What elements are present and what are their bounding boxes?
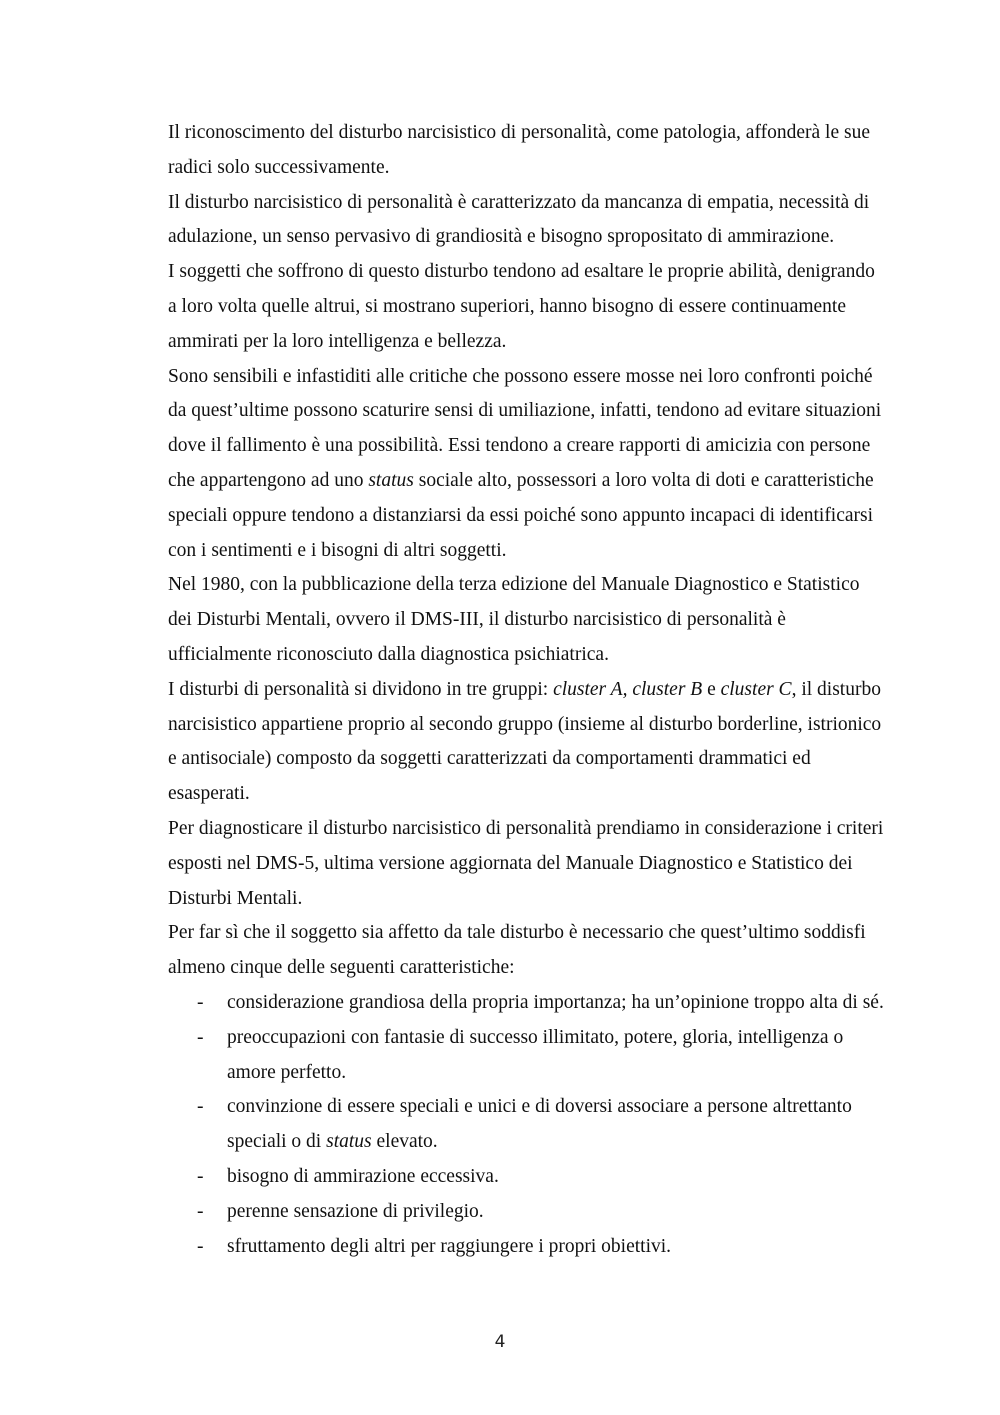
list-item-text xyxy=(227,992,884,1013)
text-run: preoccupazioni con fantasie di successo illimitato, potere, gloria, intelligenza o amore perfetto. xyxy=(227,1026,844,1083)
text-run: elevato. xyxy=(371,1131,438,1153)
list-item-text xyxy=(227,1096,852,1152)
paragraph xyxy=(168,916,888,986)
italic-text-run: status xyxy=(326,1131,372,1153)
bullet-marker: - xyxy=(197,1235,204,1257)
list-item xyxy=(168,986,888,1021)
bullet-marker: - xyxy=(197,1096,204,1118)
paragraph xyxy=(168,186,888,256)
text-run: sociale alto, possessori a loro volta di doti e caratteristiche speciali oppure tendono a distanziarsi da essi poiché sono appunto incapaci di identificarsi con i sentimenti e i bisogni di altri soggetti. xyxy=(168,469,874,561)
list-item-text xyxy=(227,1236,671,1257)
bullet-marker: - xyxy=(197,991,204,1013)
list-item xyxy=(168,1195,888,1230)
text-run: sfruttamento degli altri per raggiungere i propri obiettivi. xyxy=(227,1235,672,1257)
text-run: Nel 1980, con la pubblicazione della terza edizione del Manuale Diagnostico e Statistico dei Disturbi Mentali, ovvero il DMS-III, il disturbo narcisistico di personalità è ufficialmente riconosciuto dalla diagnostica psichiatrica. xyxy=(168,574,860,665)
bullet-marker: - xyxy=(197,1026,204,1048)
text-run: perenne sensazione di privilegio. xyxy=(227,1200,484,1222)
paragraph xyxy=(168,812,888,916)
list-item-text xyxy=(227,1201,484,1222)
criteria-list xyxy=(168,986,888,1264)
page-number: 4 xyxy=(494,1332,506,1352)
bullet-marker: - xyxy=(197,1165,204,1187)
text-run: considerazione grandiosa della propria importanza; ha un’opinione troppo alta di sé. xyxy=(227,991,884,1013)
text-run: Il riconoscimento del disturbo narcisistico di personalità, come patologia, affonderà le sue radici solo successivamente. xyxy=(168,122,870,178)
text-run: convinzione di essere speciali e unici e di doversi associare a persone altrettanto speciali o di xyxy=(227,1096,852,1153)
text-run: Sono sensibili e infastiditi alle critiche che possono essere mosse nei loro confronti poiché da quest’ultime possono scaturire sensi di umiliazione, infatti, tendono ad evitare situazioni dove il fallimento è una possibilità. Essi tendono a creare rapporti di amicizia con persone che appartengono ad uno xyxy=(168,365,882,491)
text-run: I disturbi di personalità si dividono in tre gruppi: xyxy=(168,678,554,700)
list-item-text xyxy=(227,1027,843,1083)
text-run: I soggetti che soffrono di questo disturbo tendono ad esaltare le proprie abilità, denigrando a loro volta quelle altrui, si mostrano superiori, hanno bisogno di essere continuamente ammirati per la loro intelligenza e bellezza. xyxy=(168,261,875,352)
list-item xyxy=(168,1090,888,1160)
bullet-marker: - xyxy=(197,1200,204,1222)
list-item xyxy=(168,1230,888,1265)
paragraph xyxy=(168,255,888,359)
list-item-text xyxy=(227,1166,499,1187)
paragraph xyxy=(168,568,888,672)
text-run: bisogno di ammirazione eccessiva. xyxy=(227,1165,499,1187)
text-run: , il disturbo narcisistico appartiene proprio al secondo gruppo (insieme al disturbo borderline, istrionico e antisociale) composto da soggetti caratterizzati da comportamenti drammatici ed esasperati. xyxy=(168,678,882,805)
italic-text-run: cluster A, cluster B xyxy=(553,678,703,700)
text-run: Per diagnosticare il disturbo narcisistico di personalità prendiamo in considerazione i criteri esposti nel DMS-5, ultima versione aggiornata del Manuale Diagnostico e Statistico dei Disturbi Mentali. xyxy=(168,817,884,909)
paragraph xyxy=(168,116,888,186)
list-item xyxy=(168,1160,888,1195)
paragraph-group xyxy=(168,116,888,986)
list-item xyxy=(168,1021,888,1091)
text-run: Per far sì che il soggetto sia affetto da tale disturbo è necessario che quest’ultimo soddisfi almeno cinque delle seguenti caratteristiche: xyxy=(168,922,866,979)
body-text xyxy=(168,116,888,1264)
italic-text-run: status xyxy=(368,469,414,491)
italic-text-run: cluster C xyxy=(720,678,792,700)
paragraph xyxy=(168,360,888,569)
text-run: Il disturbo narcisistico di personalità è caratterizzato da mancanza di empatia, necessità di adulazione, un senso pervasivo di grandiosità e bisogno spropositato di ammirazione. xyxy=(168,191,870,248)
paragraph xyxy=(168,673,888,812)
text-run: e xyxy=(702,678,721,700)
